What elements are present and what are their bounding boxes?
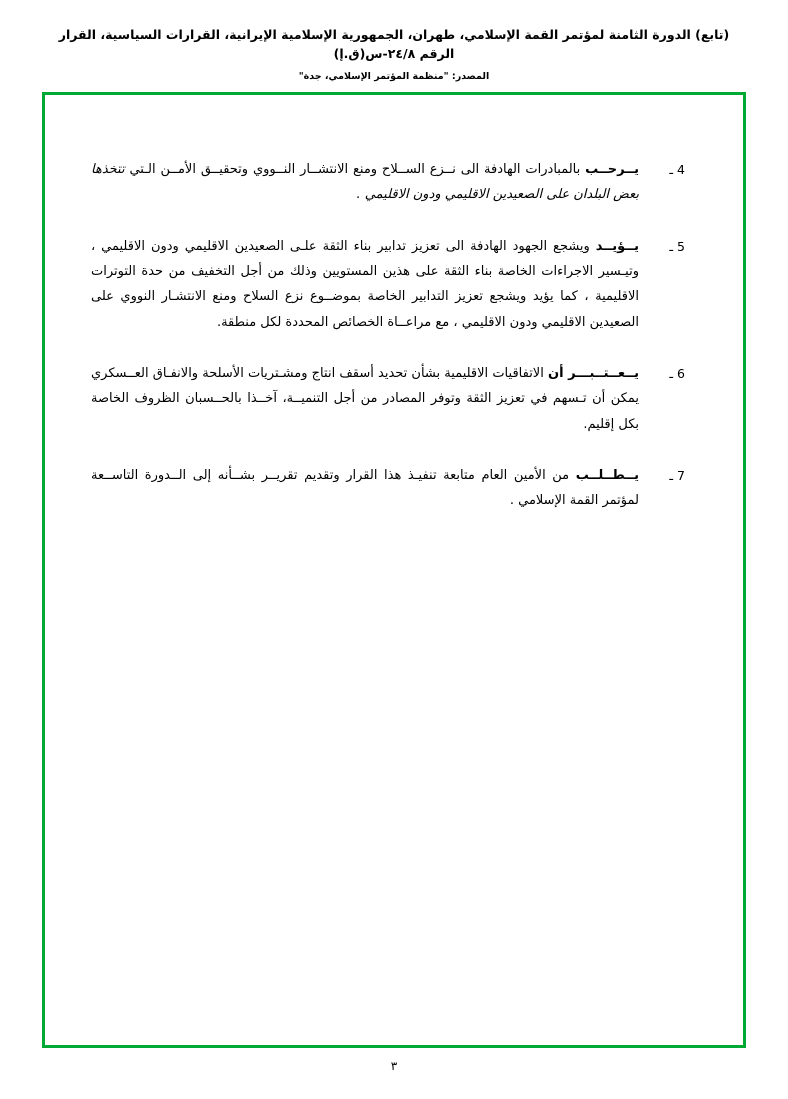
clause-main-text: بالمبادرات الهادفة الى نــزع الســلاح ومنع الانتشــار النــووي وتحقيــق الأمــن الـتي (129, 162, 586, 177)
clause-main-text: من الأمين العام متابعة تنفيـذ هذا القرار وتقديم تقريــر بشــأنه إلى الــدورة التاســعة لمؤتمر القمة الإسلامي . (91, 468, 639, 509)
clause-lead-word: يــؤيــد (595, 238, 639, 254)
list-item (91, 234, 685, 335)
header-title: (تابع) الدورة الثامنة لمؤتمر القمة الإسلامي، طهران، الجمهورية الإسلامية الإيرانية، القرارات السياسية، القرار الرقم ٢٤/٨-س(ق.إ) (58, 27, 730, 61)
list-item (91, 463, 685, 514)
clause-number: 7 ـ (669, 468, 685, 484)
clause-text (91, 234, 639, 335)
clause-number: 6 ـ (669, 366, 685, 382)
list-item (91, 157, 685, 208)
clause-lead-word: يــعــتــبـــر أن (547, 366, 639, 382)
header-source: المصدر: "منظمة المؤتمر الإسلامي، جدة" (298, 70, 490, 82)
clause-number: 5 ـ (669, 238, 685, 254)
clause-main-text: الاتفاقيات الاقليمية بشأن تحديد أسقف انتاج ومشـتريات الأسلحة والانفـاق العــسكري يمكن أن تـسهم في تعزيز الثقة وتوفر المصادر من أجل التنميــة، آخــذا بالحــسبان الظروف الخاصة بكل إقليم. (91, 366, 639, 432)
page-number: ٣ (390, 1059, 398, 1073)
clause-text (91, 157, 639, 208)
list-item (91, 361, 685, 437)
clause-main-text: ويشجع الجهود الهادفة الى تعزيز تدابير بناء الثقة علـى الصعيدين الاقليمي ودون الاقليمي ، وتيـسير الاجراءات الخاصة بناء الثقة على هذين المستويين وذلك من أجل التخفيف من حدة التوترات الاقليمية ، كما يؤيد ويشجع تعزيز التدابير الخاصة بموضــوع نزع السلاح ومنع الانتشـار النووي على الصعيدين الاقليمي ودون الاقليمي ، مع مراعــاة الخصائص المحددة لكل منطقة. (91, 238, 639, 330)
clause-lead-word: يــطــلــب (575, 468, 639, 484)
clause-tail-text: تتخذها بعض البلدان على الصعيدين الاقليمي ودون الاقليمي . (91, 162, 639, 203)
clause-lead-word: يــرحــب (585, 162, 639, 177)
clause-text (91, 463, 639, 514)
document-header (0, 26, 788, 82)
clause-list (91, 157, 685, 1025)
clause-number: 4 ـ (669, 162, 685, 177)
clause-text (91, 361, 639, 437)
content-frame (42, 92, 746, 1048)
